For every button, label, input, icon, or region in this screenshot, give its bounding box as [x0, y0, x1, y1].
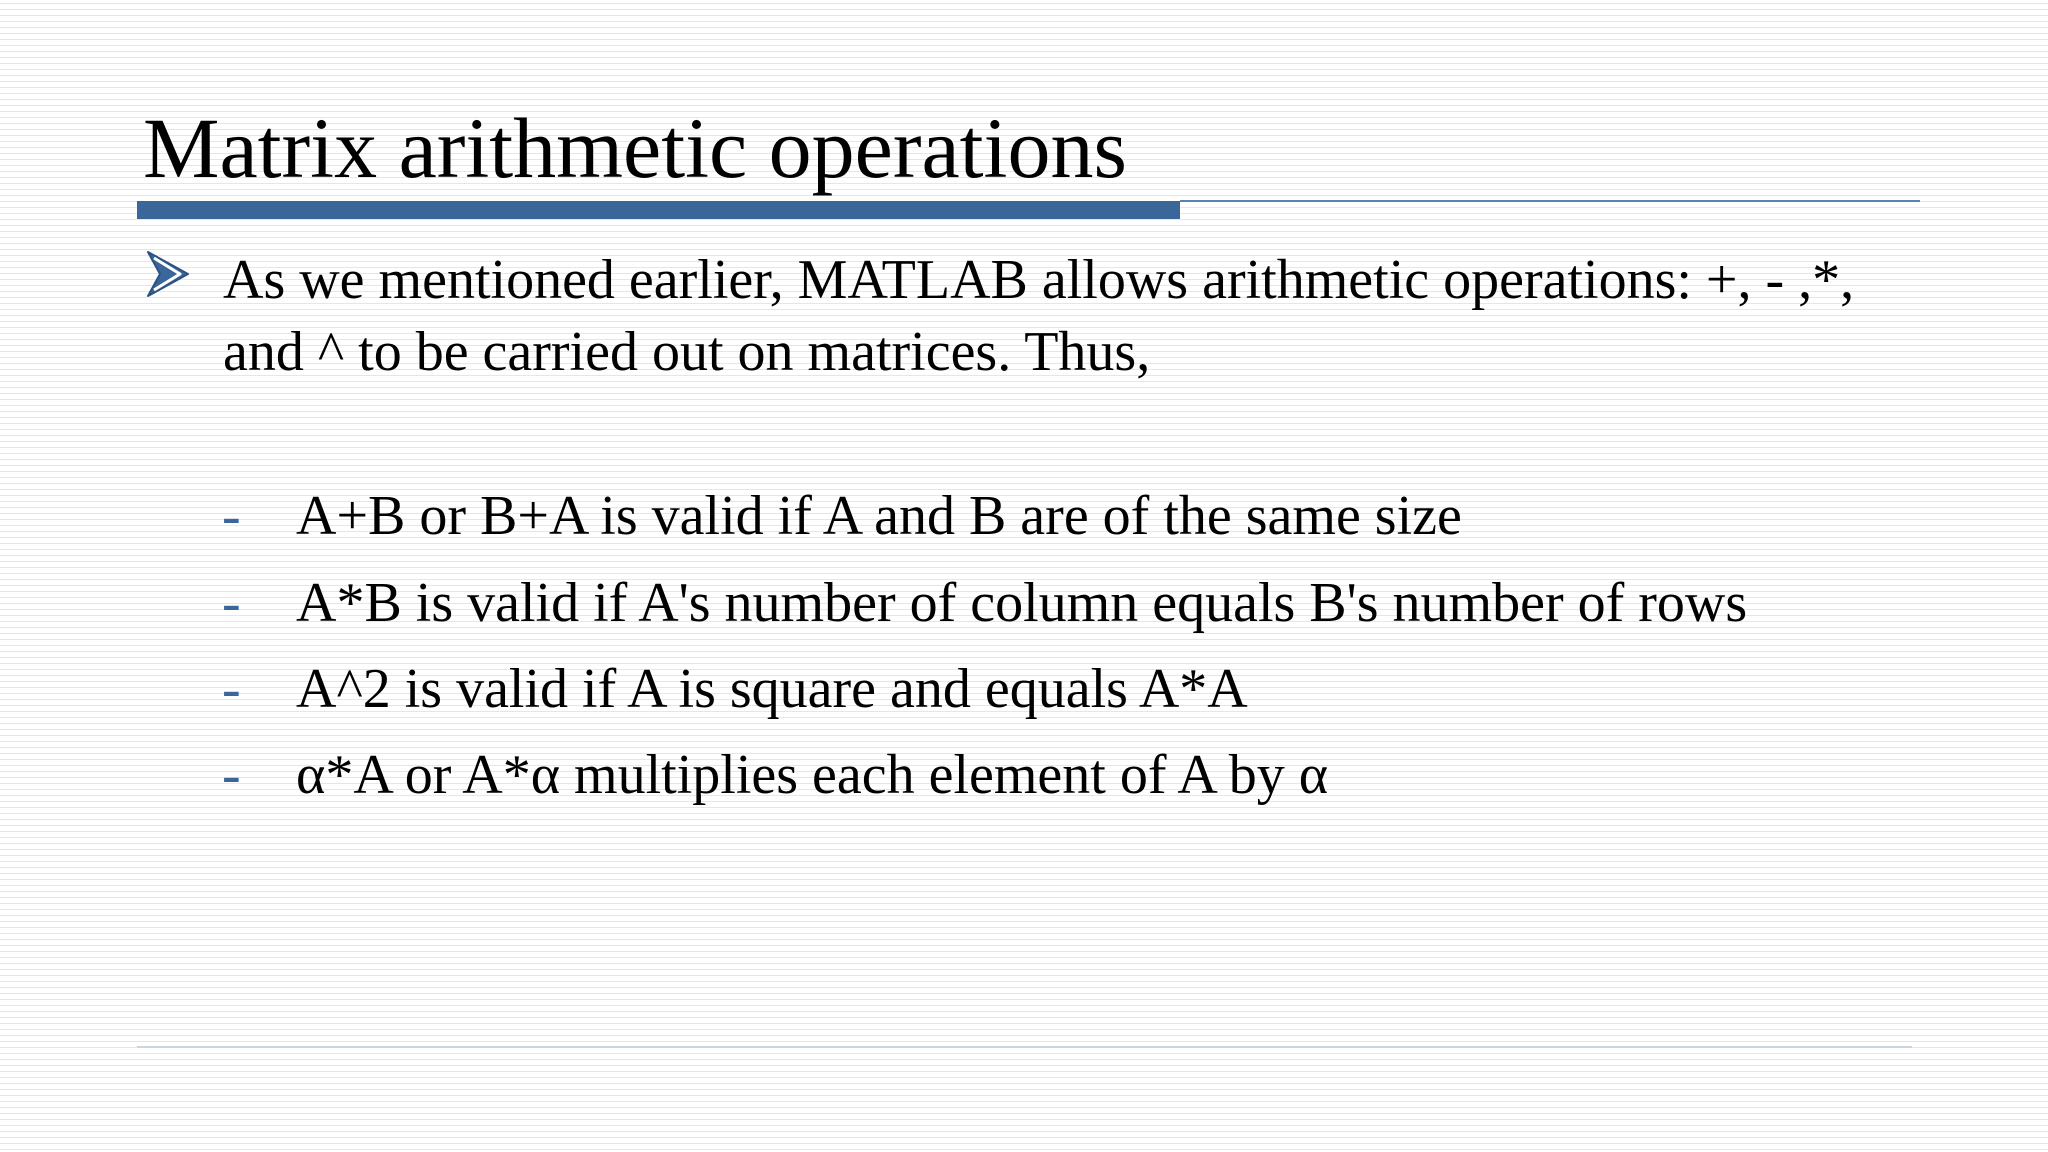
dash-marker: - — [222, 572, 241, 634]
arrowhead-bullet-icon — [146, 248, 190, 300]
title-underline-thin — [1180, 200, 1920, 202]
main-bullet-text: As we mentioned earlier, MATLAB allows arithmetic operations: +, - ,*, and ^ to be carried out on matrices. Thus, — [223, 249, 1855, 383]
list-item-text: A^2 is valid if A is square and equals A*A — [296, 658, 1248, 720]
slide-title: Matrix arithmetic operations — [143, 100, 1127, 196]
list-item-text: A*B is valid if A's number of column equals B's number of rows — [296, 572, 1748, 634]
list-item-text: A+B or B+A is valid if A and B are of the same size — [296, 485, 1462, 547]
dash-marker: - — [222, 658, 241, 720]
dash-marker: - — [222, 744, 241, 806]
title-underline-thick — [137, 201, 1180, 219]
list-item-text: α*A or A*α multiplies each element of A by α — [296, 744, 1329, 806]
dash-marker: - — [222, 485, 241, 547]
footer-divider — [137, 1046, 1912, 1048]
